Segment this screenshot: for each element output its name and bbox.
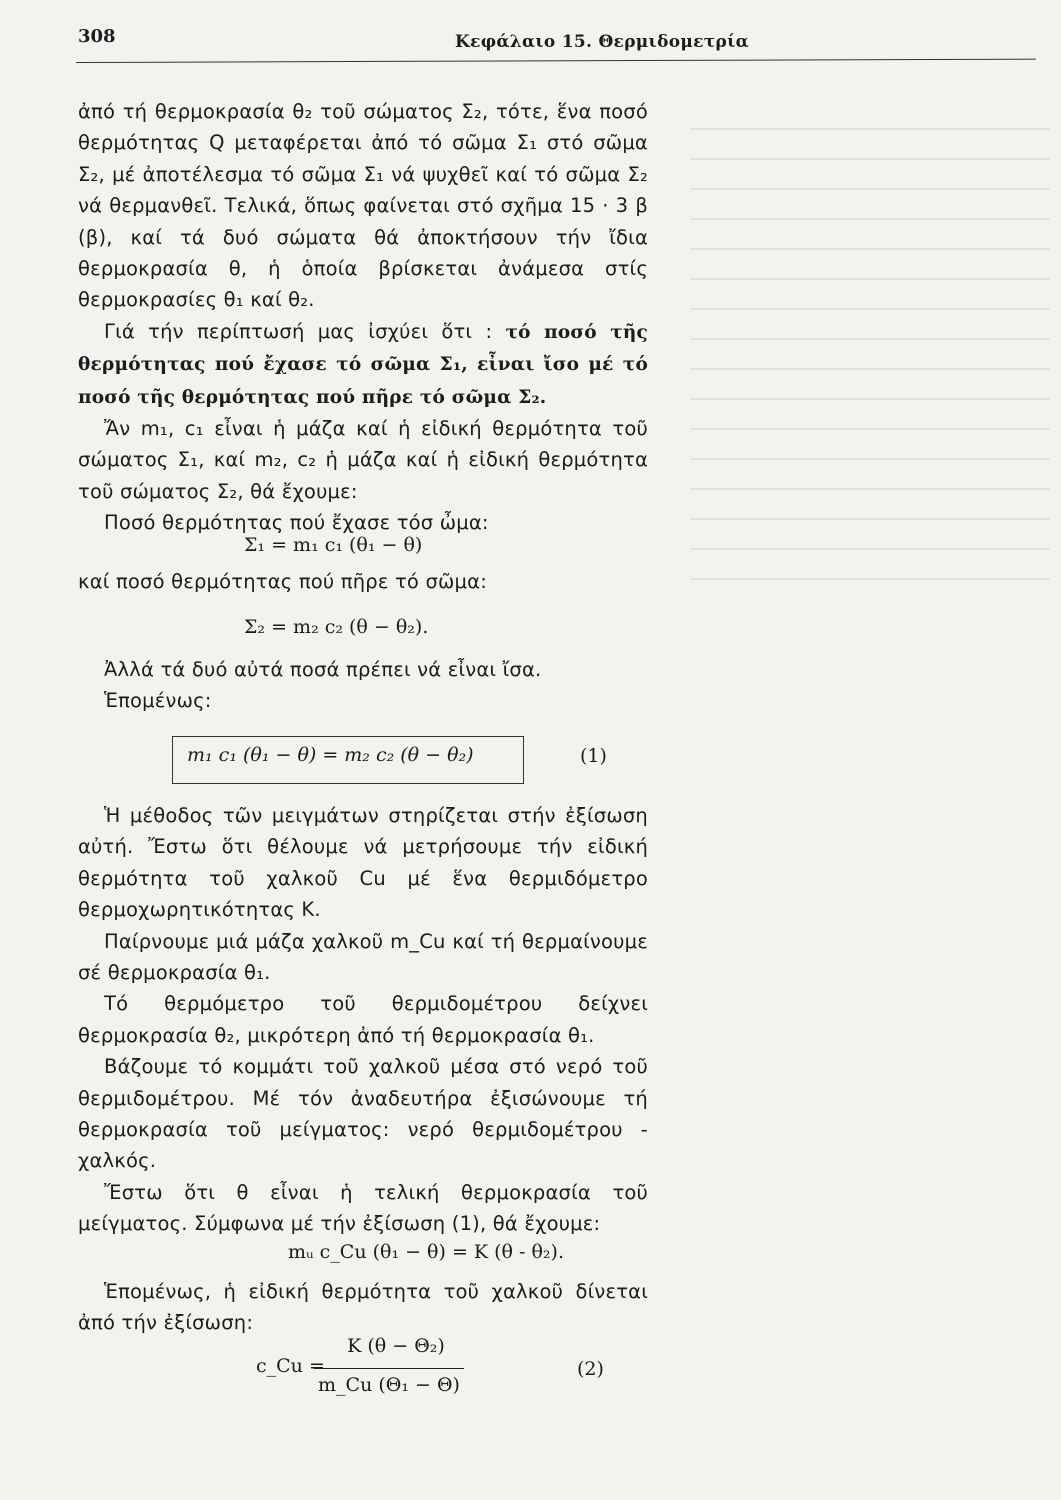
paragraph: Ἑπομένως, ἡ εἰδική θερμότητα τοῦ χαλκοῦ δίνεται ἀπό τήν ἐξίσωση: (78, 1280, 648, 1335)
paragraph: Ἄν m₁, c₁ εἶναι ἡ μάζα καί ἡ εἰδική θερμότητα τοῦ σώματος Σ₁, καί m₂, c₂ ἡ μάζα καί ἡ εἰδική θερμότητα τοῦ σώματος Σ₂, θά ἔχουμε: (78, 417, 648, 503)
equation-number: (2) (577, 1358, 604, 1380)
paragraph: Ἡ μέθοδος τῶν μειγμάτων στηρίζεται στήν ἐξίσωση αὐτή. Ἔστω ὅτι θέλουμε νά μετρήσουμε τήν εἰδική θερμότητα τοῦ χαλκοῦ Cu μέ ἕνα θερμιδόμετρο θερμοχωρητικότητας Κ. (78, 804, 648, 922)
header-rule (76, 59, 1036, 63)
paragraph: Ἀλλά τά δυό αὐτά ποσά πρέπει νά εἶναι ἴσα. (104, 658, 542, 681)
paragraph: καί ποσό θερμότητας πού πῆρε τό σῶμα: (78, 570, 487, 593)
formula-heat-lost: Σ₁ = m₁ c₁ (θ₁ − θ) (244, 534, 423, 556)
bold-statement: τό ποσό τῆς θερμότητας πού ἔχασε τό σῶμα Σ₁, εἶναι ἴσο μέ τό ποσό τῆς θερμότητας πού πῆρε τό σῶμα Σ₂. (78, 321, 648, 408)
equation-number: (1) (580, 745, 607, 767)
fraction-bar (314, 1368, 464, 1369)
paragraph: Παίρνουμε μιά μάζα χαλκοῦ m_Cu καί τή θερμαίνουμε σέ θερμοκρασία θ₁. (78, 929, 648, 985)
paragraph: Ἑπομένως: (104, 689, 212, 713)
page-header (0, 22, 1061, 72)
text-column (78, 96, 648, 539)
text-column (78, 654, 648, 717)
bleed-through-texture (690, 100, 1050, 1400)
paragraph: ἀπό τή θερμοκρασία θ₂ τοῦ σώματος Σ₂, τότε, ἕνα ποσό θερμότητας Q μεταφέρεται ἀπό τό σῶμα Σ₁ στό σῶμα Σ₂, μέ ἀποτέλεσμα τό σῶμα Σ₁ νά ψυχθεῖ καί τό σῶμα Σ₂ νά θερμανθεῖ. Τελικά, ὅπως φαίνεται στό σχῆμα 15 · 3 β (β), καί τά δυό σώματα θά ἀποκτήσουν τήν ἴδια θερμοκρασία θ, ἡ ὁποία βρίσκεται ἀνάμεσα στίς θερμοκρασίες θ₁ καί θ₂. (78, 100, 648, 312)
fraction-denominator: m_Cu (Θ₁ − Θ) (318, 1374, 460, 1396)
paragraph: Ἔστω ὅτι θ εἶναι ἡ τελική θερμοκρασία τοῦ μείγματος. Σύμφωνα μέ τήν ἐξίσωση (1), θά ἔχουμε: (78, 1180, 648, 1236)
equation-lhs: c_Cu = (256, 1355, 325, 1377)
paragraph-intro: Γιά τήν περίπτωσή μας ἰσχύει ὅτι : (104, 319, 506, 343)
paragraph: Βάζουμε τό κομμάτι τοῦ χαλκοῦ μέσα στό νερό τοῦ θερμιδομέτρου. Μέ τόν ἀναδευτήρα ἐξισώνουμε τή θερμοκρασία τοῦ μείγματος: νερό θερμιδομέτρου - χαλκός. (78, 1055, 648, 1173)
paragraph: Τό θερμόμετρο τοῦ θερμιδομέτρου δείχνει θερμοκρασία θ₂, μικρότερη ἀπό τή θερμοκρασία θ₁. (78, 992, 648, 1047)
fraction-numerator: Κ (θ − Θ₂) (347, 1335, 445, 1357)
text-column (78, 1276, 648, 1339)
text-column (78, 566, 648, 597)
formula-heat-gained: Σ₂ = m₂ c₂ (θ − θ₂). (244, 616, 429, 638)
boxed-formula: m₁ c₁ (θ₁ − θ) = m₂ c₂ (θ − θ₂) (187, 744, 474, 766)
page-number: 308 (78, 26, 116, 47)
formula-copper: mᵤ c_Cu (θ₁ − θ) = Κ (θ - θ₂). (288, 1241, 565, 1263)
running-title: Κεφάλαιο 15. Θερμιδομετρία (455, 32, 749, 52)
paragraph (78, 316, 648, 413)
text-column (78, 800, 648, 1240)
paragraph: Ποσό θερμότητας πού ἔχασε τόσ ὦμα: (104, 511, 489, 535)
